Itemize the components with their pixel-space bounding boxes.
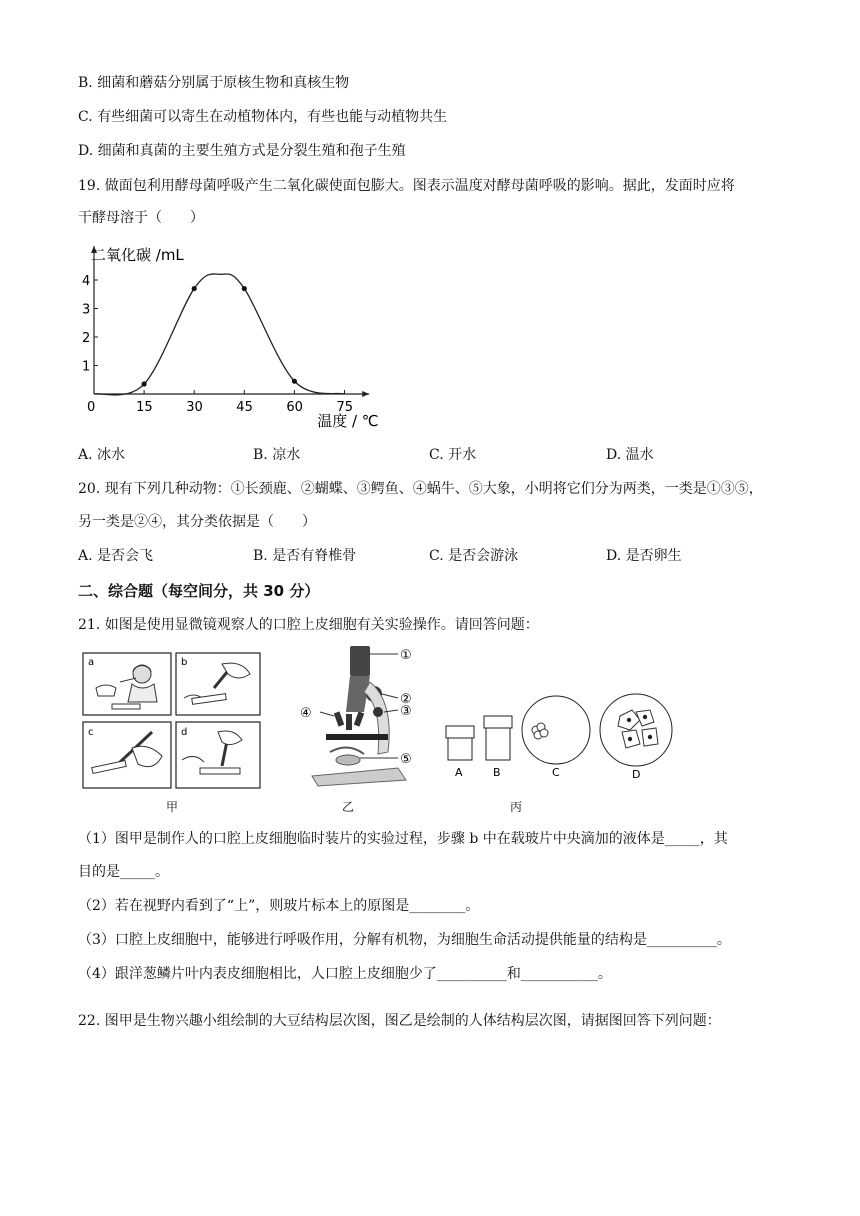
q20-stem-line1: 20. 现有下列几种动物：①长颈鹿、②蝴蝶、③鳄鱼、④蜗牛、⑤大象，小明将它们分为两类，一类是①③⑤， bbox=[78, 481, 763, 497]
panel-d-label: d bbox=[181, 727, 188, 738]
fine-focus-knob bbox=[373, 707, 383, 717]
q21-sub4: （4）跟洋葱鳞片叶内表皮细胞相比，人口腔上皮细胞少了__________和___________。 bbox=[78, 966, 612, 982]
q20-option-c: C. 是否会游泳 bbox=[429, 548, 519, 564]
label-c: C bbox=[552, 766, 560, 779]
panel-b bbox=[176, 653, 260, 715]
q20-option-b: B. 是否有脊椎骨 bbox=[253, 548, 357, 564]
q19-option-d: D. 温水 bbox=[606, 447, 654, 463]
x-tick-label: 60 bbox=[286, 400, 303, 415]
caption-yi: 乙 bbox=[342, 800, 355, 814]
q18-option-b: B. 细菌和蘑菇分别属于原核生物和真核生物 bbox=[78, 75, 350, 91]
q19-chart bbox=[72, 238, 379, 430]
caption-jia: 甲 bbox=[166, 800, 179, 814]
q22-stem: 22. 图甲是生物兴趣小组绘制的大豆结构层次图，图乙是绘制的人体结构层次图，请据图回答下列问题： bbox=[78, 1013, 721, 1029]
panel-a bbox=[83, 653, 171, 715]
objective-b bbox=[484, 716, 512, 779]
co2-curve bbox=[94, 274, 345, 395]
caption-bing: 丙 bbox=[510, 800, 523, 814]
q20-stem-line2: 另一类是②④，其分类依据是（ ） bbox=[78, 514, 316, 530]
data-point bbox=[192, 286, 197, 291]
data-point bbox=[142, 381, 147, 386]
data-point bbox=[242, 286, 247, 291]
q21-stem: 21. 如图是使用显微镜观察人的口腔上皮细胞有关实验操作。请回答问题： bbox=[78, 617, 539, 633]
y-tick-label: 2 bbox=[82, 331, 91, 346]
q19-option-c: C. 开水 bbox=[429, 447, 477, 463]
y-tick-label: 1 bbox=[82, 359, 91, 375]
q21-figure-yi bbox=[298, 642, 423, 790]
label-3: ③ bbox=[400, 704, 412, 719]
q20-option-a: A. 是否会飞 bbox=[78, 548, 154, 564]
x-tick-label: 15 bbox=[136, 400, 153, 415]
section-2-title: 二、综合题（每空间分，共 30 分） bbox=[78, 582, 320, 600]
q18-option-d: D. 细菌和真菌的主要生殖方式是分裂生殖和孢子生殖 bbox=[78, 143, 406, 159]
panel-b-label: b bbox=[181, 657, 188, 668]
q19-stem-line2: 干酵母溶于（ ） bbox=[78, 210, 204, 226]
label-d: D bbox=[632, 768, 641, 781]
q19-option-b: B. 凉水 bbox=[253, 447, 301, 463]
eyepiece bbox=[350, 646, 370, 676]
label-1: ① bbox=[400, 648, 412, 663]
label-4: ④ bbox=[300, 706, 312, 721]
view-d bbox=[600, 694, 672, 781]
x-axis-label: 温度 / ℃ bbox=[317, 412, 379, 430]
q19-stem-line1: 19. 做面包利用酵母菌呼吸产生二氧化碳使面包膨大。图表示温度对酵母菌呼吸的影响。据此，发面时应将 bbox=[78, 178, 735, 194]
panel-c-label: c bbox=[88, 727, 94, 738]
x-tick-label: 0 bbox=[87, 400, 96, 415]
q21-figure-jia bbox=[82, 652, 262, 790]
x-axis-arrow bbox=[362, 391, 369, 397]
x-tick-label: 30 bbox=[186, 400, 203, 415]
panel-c bbox=[83, 722, 171, 788]
label-2: ② bbox=[400, 692, 412, 707]
panel-d bbox=[176, 722, 260, 788]
q19-option-a: A. 冰水 bbox=[78, 447, 126, 463]
y-axis-label: 二氧化碳 /mL bbox=[91, 246, 184, 264]
view-c bbox=[522, 696, 590, 779]
y-tick-label: 3 bbox=[82, 302, 91, 318]
x-tick-label: 45 bbox=[236, 400, 253, 415]
q21-sub1-line2: 目的是_____。 bbox=[78, 864, 169, 880]
mirror bbox=[336, 755, 360, 765]
stage bbox=[326, 734, 388, 740]
q20-option-d: D. 是否卵生 bbox=[606, 548, 682, 564]
panel-a-label: a bbox=[88, 657, 95, 668]
q21-figure-bing bbox=[440, 686, 680, 782]
q21-sub1-line1: （1）图甲是制作人的口腔上皮细胞临时装片的实验过程，步骤 b 中在载玻片中央滴加的液体是_____，其 bbox=[78, 831, 728, 847]
label-5: ⑤ bbox=[400, 752, 412, 767]
q18-option-c: C. 有些细菌可以寄生在动植物体内，有些也能与动植物共生 bbox=[78, 109, 448, 125]
objective-a bbox=[446, 726, 474, 779]
y-tick-label: 4 bbox=[82, 274, 91, 289]
data-point bbox=[292, 379, 297, 384]
x-tick-label: 75 bbox=[336, 400, 354, 415]
label-b: B bbox=[493, 766, 501, 779]
label-a: A bbox=[455, 766, 463, 779]
q21-sub2: （2）若在视野内看到了“上”，则玻片标本上的原图是________。 bbox=[78, 898, 480, 914]
q21-sub3: （3）口腔上皮细胞中，能够进行呼吸作用，分解有机物，为细胞生命活动提供能量的结构是__________。 bbox=[78, 932, 731, 948]
